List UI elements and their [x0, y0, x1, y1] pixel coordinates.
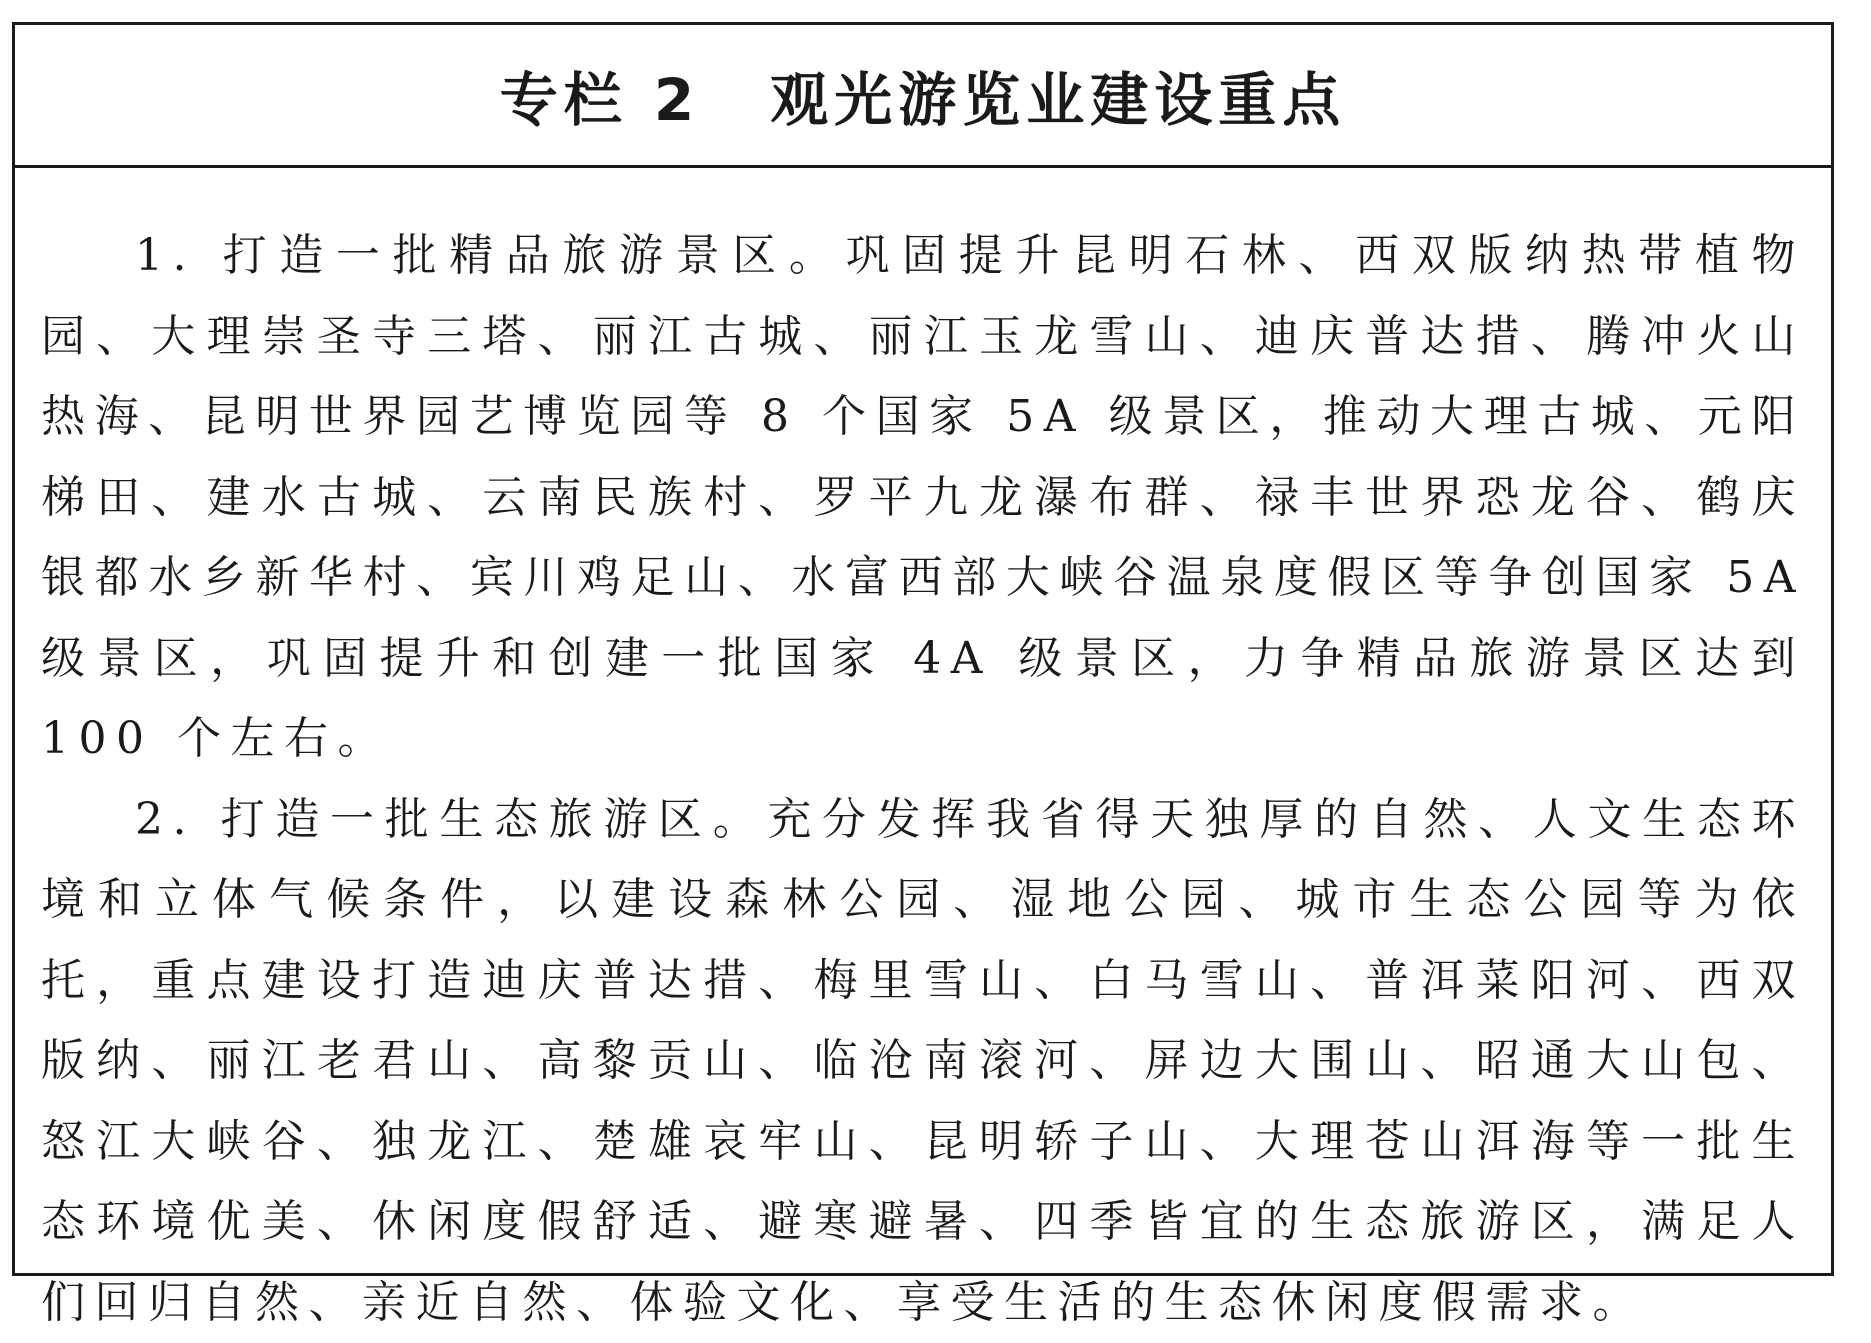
column-label: 专栏 2 — [500, 53, 701, 137]
content-area — [15, 168, 1831, 1343]
feature-box — [12, 22, 1834, 1276]
paragraph-scenic-areas: 1. 打造一批精品旅游景区。巩固提升昆明石林、西双版纳热带植物园、大理崇圣寺三塔、丽江古城、丽江玉龙雪山、迪庆普达措、腾冲火山热海、昆明世界园艺博览园等 8 个国家 5A 级景区，推动大理古城、元阳梯田、建水古城、云南民族村、罗平九龙瀑布群、禄丰世界恐龙谷、鹤庆银都水乡新华村、宾川鸡足山、水富西部大峡谷温泉度假区等争创国家 5A 级景区，巩固提升和创建一批国家 4A 级景区，力争精品旅游景区达到 100 个左右。 — [41, 216, 1805, 780]
paragraph-eco-tourism: 2. 打造一批生态旅游区。充分发挥我省得天独厚的自然、人文生态环境和立体气候条件，以建设森林公园、湿地公园、城市生态公园等为依托，重点建设打造迪庆普达措、梅里雪山、白马雪山、普洱菜阳河、西双版纳、丽江老君山、高黎贡山、临沧南滚河、屏边大围山、昭通大山包、怒江大峡谷、独龙江、楚雄哀牢山、昆明轿子山、大理苍山洱海等一批生态环境优美、休闲度假舒适、避寒避暑、四季皆宜的生态旅游区，满足人们回归自然、亲近自然、体验文化、享受生活的生态休闲度假需求。 — [41, 780, 1805, 1343]
title-bar — [15, 25, 1831, 168]
column-title: 观光游览业建设重点 — [770, 53, 1346, 137]
